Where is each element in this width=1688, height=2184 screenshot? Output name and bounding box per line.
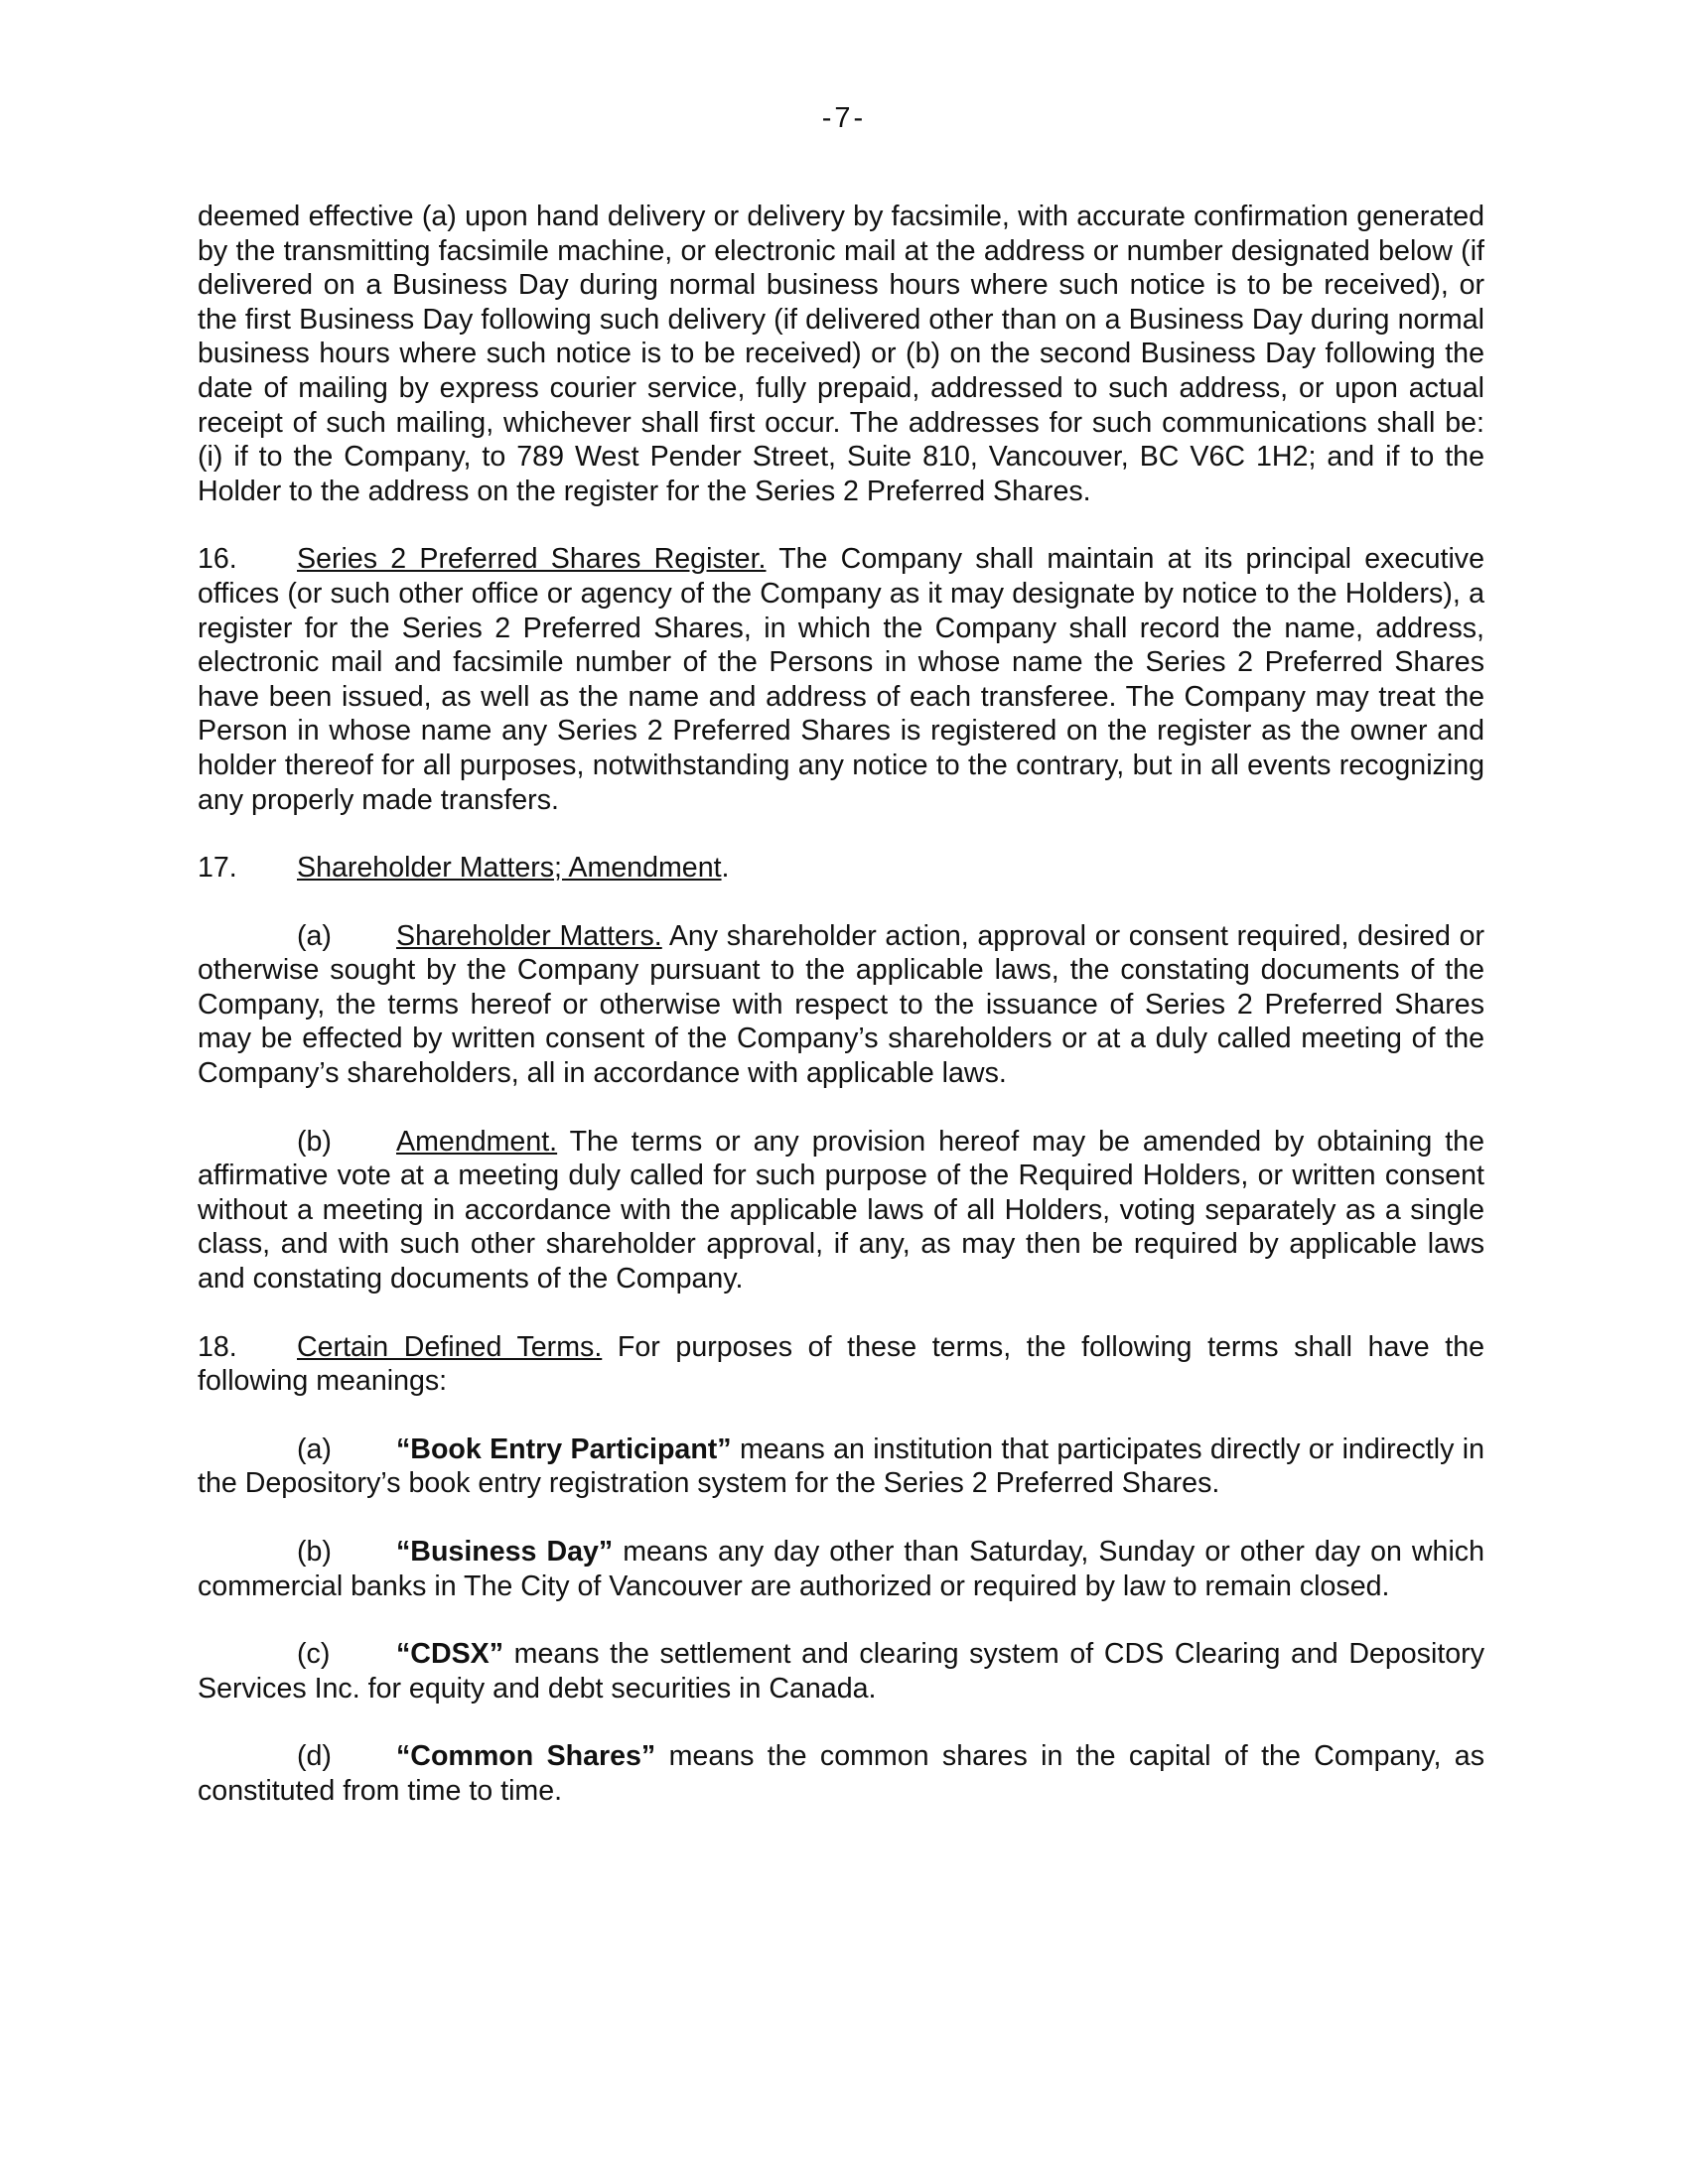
defined-term: “Book Entry Participant” — [396, 1433, 732, 1465]
section-17 — [198, 851, 1484, 886]
definition-cdsx — [198, 1637, 1484, 1706]
item-heading: Shareholder Matters. — [396, 919, 662, 952]
definition-text: means the settlement and clearing system of CDS Clearing and Depository Services Inc. for equity and debt securities in Canada. — [198, 1638, 1484, 1705]
section-text: For purposes of these terms, the following terms shall have the following meanings: — [198, 1330, 1485, 1398]
document-body — [198, 200, 1484, 1843]
item-letter: (a) — [297, 919, 332, 952]
item-text: Any shareholder action, approval or consent required, desired or otherwise sought by the Company pursuant to the applicable laws, the constating documents of the Company, the terms hereof or otherwise with respect to the issuance of Series 2 Preferred Shares may be effected by written consent of the Company’s shareholders or at a duly called meeting of the Company’s shareholders, all in accordance with applicable laws. — [198, 919, 1484, 1090]
definition-text: means the common shares in the capital of the Company, as constituted from time to time. — [198, 1740, 1484, 1807]
item-letter: (a) — [297, 1433, 332, 1465]
section-heading: Certain Defined Terms. — [297, 1330, 603, 1363]
definition-business-day — [198, 1535, 1484, 1603]
section-number: 16. — [198, 543, 237, 576]
section-16 — [198, 542, 1484, 817]
definition-common-shares — [198, 1739, 1484, 1808]
item-heading: Amendment. — [396, 1125, 558, 1158]
section-17b — [198, 1125, 1484, 1297]
item-letter: (c) — [297, 1638, 331, 1671]
section-17a — [198, 919, 1484, 1091]
definition-text: means an institution that participates directly or indirectly in the Depository’s book entry registration system for the Series 2 Preferred Shares. — [198, 1433, 1484, 1500]
item-text: The terms or any provision hereof may be amended by obtaining the affirmative vote at a meeting duly called for such purpose of the Required Holders, or written consent without a meeting in accordance with the applicable laws of all Holders, voting separately as a single class, and with such other shareholder approval, if any, as may then be required by applicable laws and constating documents of the Company. — [198, 1125, 1484, 1296]
section-18 — [198, 1330, 1484, 1399]
section-number: 17. — [198, 852, 237, 885]
section-heading: Shareholder Matters; Amendment — [297, 852, 722, 885]
section-text: The Company shall maintain at its principal executive offices (or such other office or agency of the Company as it may designate by notice to the Holders), a register for the Series 2 Preferred Shares, in which the Company shall record the name, address, electronic mail and facsimile number of the Persons in whose name the Series 2 Preferred Shares have been issued, as well as the name and address of each transferee. The Company may treat the Person in whose name any Series 2 Preferred Shares is registered on the register as the owner and holder thereof for all purposes, notwithstanding any notice to the contrary, but in all events recognizing any properly made transfers. — [198, 543, 1485, 816]
definition-text: means any day other than Saturday, Sunday or other day on which commercial banks in The City of Vancouver are authorized or required by law to remain closed. — [198, 1536, 1484, 1602]
defined-term: “CDSX” — [396, 1638, 504, 1671]
item-letter: (b) — [297, 1536, 332, 1568]
section-heading: Series 2 Preferred Shares Register. — [297, 543, 767, 576]
page-number: -7- — [821, 102, 867, 134]
section-heading-end: . — [721, 852, 730, 885]
item-letter: (d) — [297, 1740, 332, 1773]
definition-book-entry-participant — [198, 1433, 1484, 1501]
continuation-paragraph: deemed effective (a) upon hand delivery or delivery by facsimile, with accurate confirmation generated by the transmitting facsimile machine, or electronic mail at the address or number designated below (if delivered on a Business Day during normal business hours where such notice is to be received), or the first Business Day following such delivery (if delivered other than on a Business Day during normal business hours where such notice is to be received) or (b) on the second Business Day following the date of mailing by express courier service, fully prepaid, addressed to such address, or upon actual receipt of such mailing, whichever shall first occur. The addresses for such communications shall be: (i) if to the Company, to 789 West Pender Street, Suite 810, Vancouver, BC V6C 1H2; and if to the Holder to the address on the register for the Series 2 Preferred Shares. — [198, 201, 1484, 507]
defined-term: “Business Day” — [396, 1536, 614, 1568]
section-number: 18. — [198, 1330, 237, 1363]
item-letter: (b) — [297, 1125, 332, 1158]
defined-term: “Common Shares” — [396, 1740, 656, 1773]
